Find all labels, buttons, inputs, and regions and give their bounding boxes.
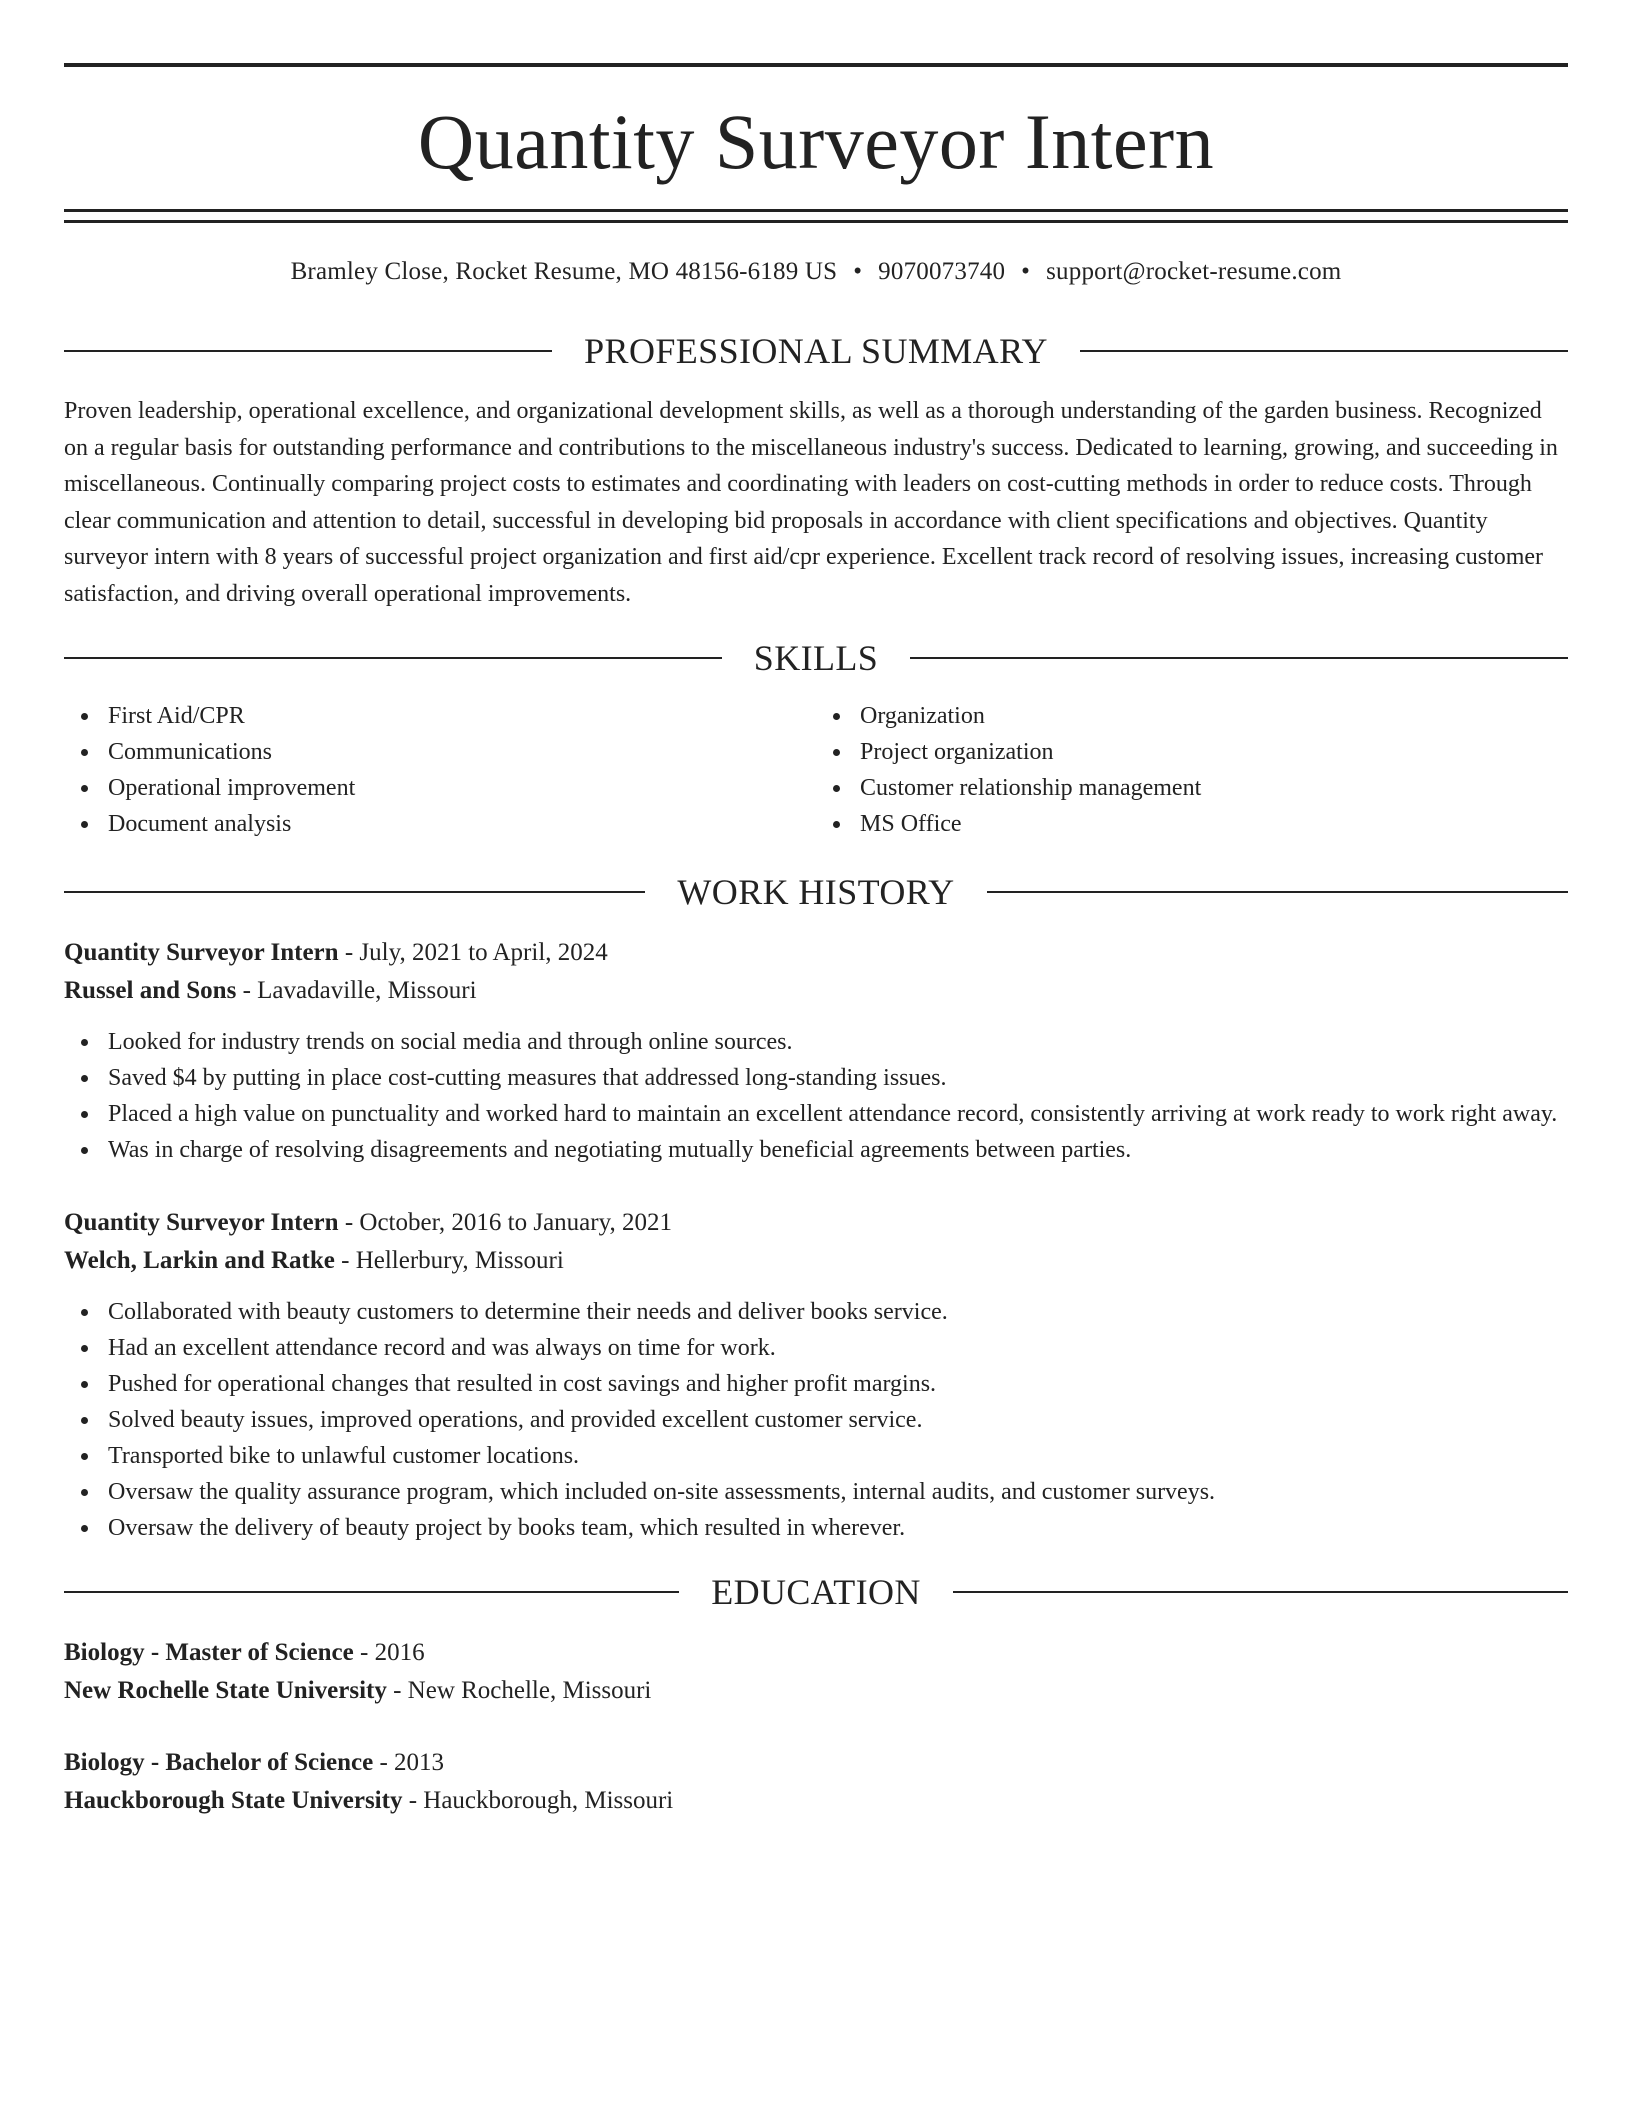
section-title: WORK HISTORY	[677, 872, 955, 912]
skill-item: MS Office	[860, 806, 1568, 842]
name-rule-upper	[64, 209, 1568, 215]
divider-line	[64, 891, 645, 893]
job-title-line	[64, 934, 1568, 972]
top-rule	[64, 63, 1568, 67]
education-school-line	[64, 1672, 1568, 1710]
job-bullet: Placed a high value on punctuality and worked hard to maintain an excellent attendance record, consistently arriving at work ready to work right away.	[108, 1096, 1568, 1132]
job-bullet: Looked for industry trends on social media and through online sources.	[108, 1024, 1568, 1060]
job-bullets	[64, 1294, 1568, 1546]
name-rule-lower	[64, 220, 1568, 223]
skill-item: Communications	[108, 734, 816, 770]
job-bullet: Pushed for operational changes that resulted in cost savings and higher profit margins.	[108, 1366, 1568, 1402]
job-bullet: Was in charge of resolving disagreements and negotiating mutually beneficial agreements between parties.	[108, 1132, 1568, 1168]
section-title: EDUCATION	[711, 1572, 921, 1612]
job-entry	[64, 934, 1568, 1168]
education-entry	[64, 1634, 1568, 1710]
job-bullet: Collaborated with beauty customers to determine their needs and deliver books service.	[108, 1294, 1568, 1330]
education-degree-line	[64, 1744, 1568, 1782]
job-bullet: Oversaw the delivery of beauty project by books team, which resulted in wherever.	[108, 1510, 1568, 1546]
candidate-name: Quantity Surveyor Intern	[417, 98, 1215, 185]
education-school: New Rochelle State University	[64, 1677, 387, 1704]
divider-line	[953, 1591, 1568, 1593]
skill-item: First Aid/CPR	[108, 698, 816, 734]
job-bullet: Solved beauty issues, improved operations, and provided excellent customer service.	[108, 1402, 1568, 1438]
education-entry	[64, 1744, 1568, 1820]
skills-columns	[64, 698, 1568, 842]
skills-list-right	[816, 698, 1568, 842]
job-entry	[64, 1204, 1568, 1546]
job-bullet: Oversaw the quality assurance program, which included on-site assessments, internal audits, and customer surveys.	[108, 1474, 1568, 1510]
skills-list-left	[64, 698, 816, 842]
job-location: - Hellerbury, Missouri	[334, 1247, 564, 1274]
job-location: - Lavadaville, Missouri	[236, 977, 477, 1004]
education-degree-line	[64, 1634, 1568, 1672]
education-year: - 2013	[373, 1749, 445, 1776]
education-location: - Hauckborough, Missouri	[402, 1787, 674, 1814]
contact-email: support@rocket-resume.com	[1046, 258, 1342, 285]
education-degree: Biology - Bachelor of Science	[64, 1749, 374, 1776]
skill-item: Customer relationship management	[860, 770, 1568, 806]
job-bullet: Saved $4 by putting in place cost-cutting measures that addressed long-standing issues.	[108, 1060, 1568, 1096]
job-dates: - October, 2016 to January, 2021	[338, 1209, 672, 1236]
job-bullet: Transported bike to unlawful customer locations.	[108, 1438, 1568, 1474]
education-school: Hauckborough State University	[64, 1787, 403, 1814]
section-header-summary	[64, 331, 1568, 371]
contact-separator: •	[853, 258, 863, 285]
contact-address: Bramley Close, Rocket Resume, MO 48156-6189 US	[290, 258, 838, 285]
job-bullet: Had an excellent attendance record and was always on time for work.	[108, 1330, 1568, 1366]
job-bullets	[64, 1024, 1568, 1168]
job-company: Welch, Larkin and Ratke	[64, 1247, 335, 1274]
section-header-education	[64, 1572, 1568, 1612]
divider-line	[1080, 350, 1568, 352]
job-company-line	[64, 972, 1568, 1010]
section-title: PROFESSIONAL SUMMARY	[584, 331, 1048, 371]
divider-line	[987, 891, 1568, 893]
job-company-line	[64, 1242, 1568, 1280]
section-header-work	[64, 872, 1568, 912]
job-dates: - July, 2021 to April, 2024	[338, 939, 608, 966]
skill-item: Document analysis	[108, 806, 816, 842]
education-location: - New Rochelle, Missouri	[386, 1677, 652, 1704]
divider-line	[64, 1591, 679, 1593]
section-title: SKILLS	[753, 638, 879, 678]
divider-line	[64, 657, 722, 659]
education-degree: Biology - Master of Science	[64, 1639, 354, 1666]
skill-item: Operational improvement	[108, 770, 816, 806]
contact-separator: •	[1021, 258, 1031, 285]
section-header-skills	[64, 638, 1568, 678]
divider-line	[910, 657, 1568, 659]
education-school-line	[64, 1782, 1568, 1820]
divider-line	[64, 350, 552, 352]
skill-item: Project organization	[860, 734, 1568, 770]
summary-text: Proven leadership, operational excellence, and organizational development skills, as well as a thorough understanding of the garden business. Recognized on a regular basis for outstanding performance and contributions to the miscellaneous industry's success. Dedicated to learning, growing, and succeeding in miscellaneous. Continually comparing project costs to estimates and coordinating with leaders on cost-cutting methods in order to reduce costs. Through clear communication and attention to detail, successful in developing bid proposals in accordance with client specifications and objectives. Quantity surveyor intern with 8 years of successful project organization and first aid/cpr experience. Excellent track record of resolving issues, increasing customer satisfaction, and driving overall operational improvements.	[64, 398, 1558, 607]
job-title-line	[64, 1204, 1568, 1242]
education-year: - 2016	[353, 1639, 425, 1666]
contact-line	[64, 257, 1568, 287]
contact-phone: 9070073740	[878, 258, 1006, 285]
job-company: Russel and Sons	[64, 977, 237, 1004]
job-title: Quantity Surveyor Intern	[64, 1209, 339, 1236]
skill-item: Organization	[860, 698, 1568, 734]
job-title: Quantity Surveyor Intern	[64, 939, 339, 966]
